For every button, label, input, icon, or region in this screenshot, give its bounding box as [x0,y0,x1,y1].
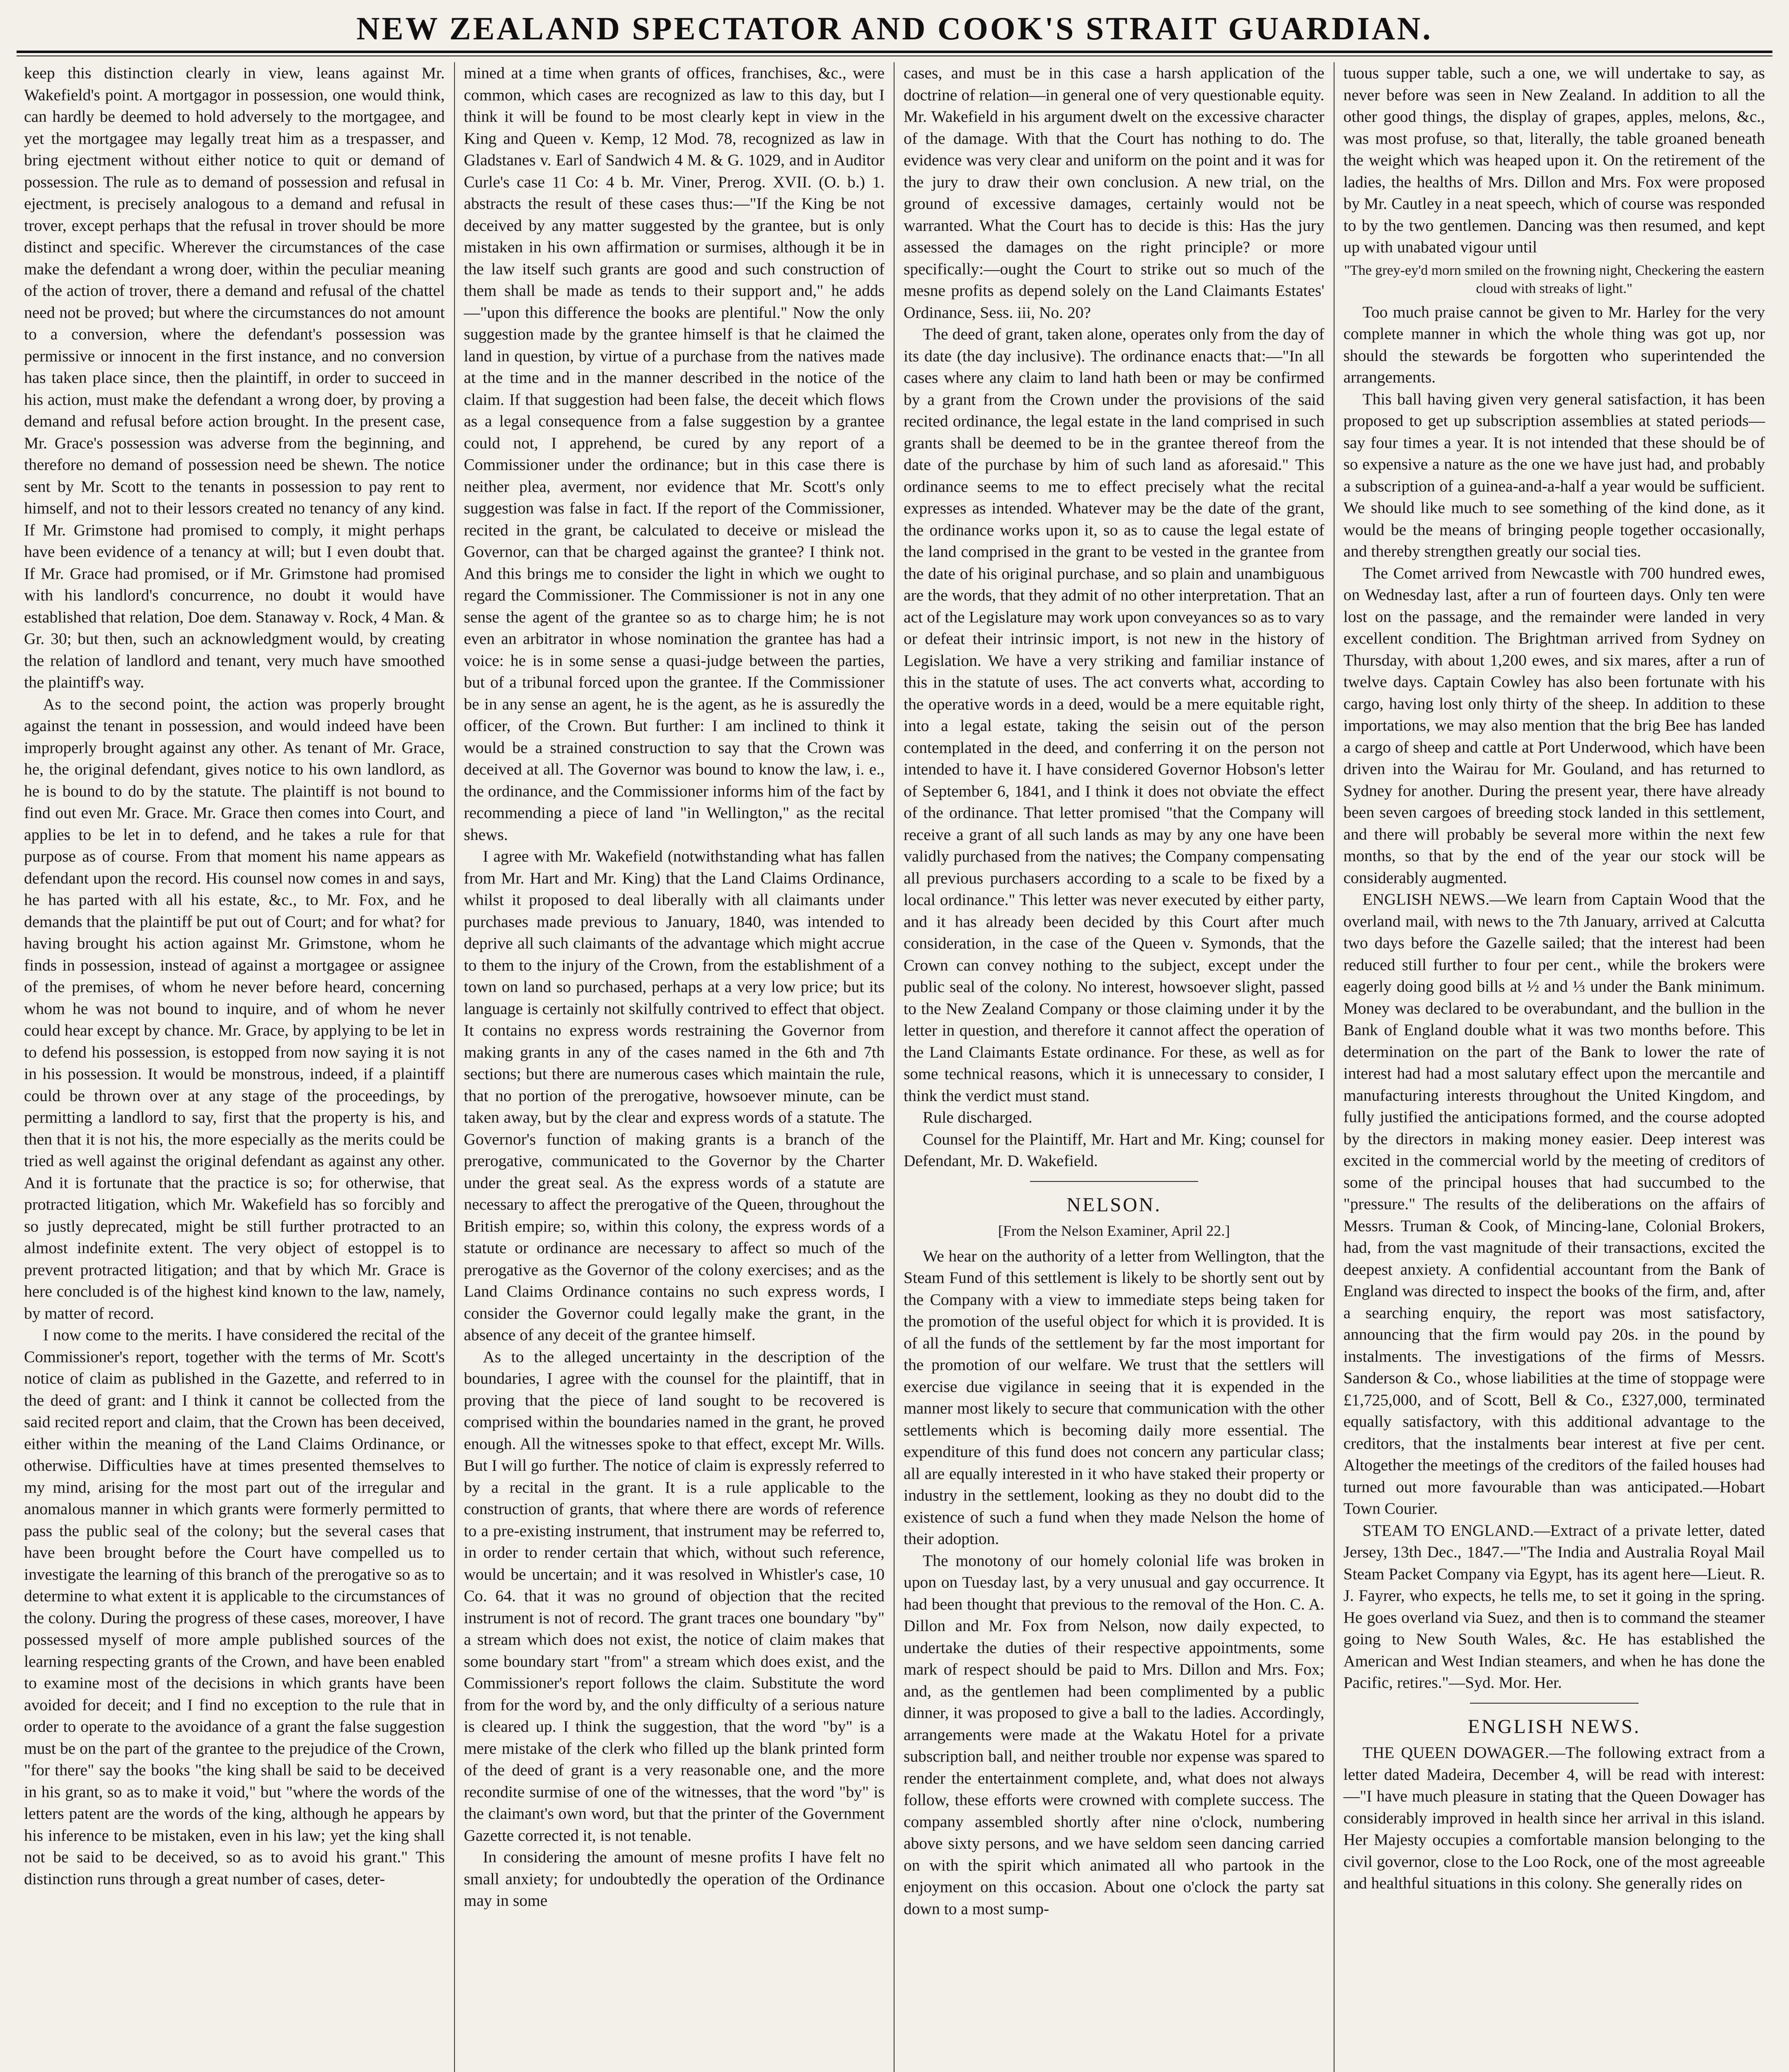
paragraph: We hear on the authority of a letter from Wellington, that the Steam Fund of this settlement is likely to be shortly sent out by the Company with a view to immediate steps being taken for the promotion of the useful object for which it is provided. It is of all the funds of the settlement by far the most important for the promotion of our welfare. We trust that the settlers will exercise due vigilance in seeing that it is expended in the manner most likely to secure that communication with the other settlements which is becoming daily more essential. The expenditure of this fund does not concern any particular class; all are equally interested in it who have staked their property or industry in the settlement, looking as they no doubt did to the existence of such a fund when they made Nelson the home of their adoption. [904,1247,1325,1548]
paragraph: I agree with Mr. Wakefield (notwithstanding what has fallen from Mr. Hart and Mr. King) that the Land Claims Ordinance, whilst it proposed to deal liberally with all claimants under purchases made previous to January, 1840, was intended to deprive all such claimants of the advantage which might accrue to them to the injury of the Crown, from the establishment of a town on land so purchased, perhaps at a very low price; but its language is certainly not skilfully contrived to effect that object. It contains no express words restraining the Governor from making grants in any of the cases named in the 6th and 7th sections; but there are numerous cases which maintain the rule, that no portion of the prerogative, howsoever minute, can be taken away, but by the clear and express words of a statute. The Governor's function of making grants is a branch of the prerogative, communicated to the Governor by the Charter under the great seal. As the express words of a statute are necessary to affect the prerogative of the Queen, throughout the British empire; so, within this colony, the express words of a statute or ordinance are necessary to affect so much of the prerogative as the Governor of the colony exercises; and as the Land Claims Ordinance contains no such express words, I consider the Governor could legally make the grant, in the absence of any deceit of the grantee himself. [464,847,885,1344]
paragraph: mined at a time when grants of offices, franchises, &c., were common, which cases are recognized as law to this day, but I think it will be found to be most clearly kept in view in the King and Queen v. Kemp, 12 Mod. 78, recognized as law in Gladstanes v. Earl of Sandwich 4 M. & G. 1029, and in Auditor Curle's case 11 Co: 4 b. Mr. Viner, Prerog. XVII. (O. b.) 1. abstracts the result of these cases thus:—"If the King be not deceived by any matter suggested by the grantee, but is only mistaken in his own affirmation or surmises, although it be in the law itself such grants are good and such construction of them shall be made as tends to their support and," he adds—"upon this difference the books are plentiful." Now the only suggestion made by the grantee himself is that he claimed the land in question, by virtue of a purchase from the natives made at the time and in the manner described in the notice of the claim. If that suggestion had been false, the deceit which flows as a legal consequence from a false suggestion by a grantee could not, I apprehend, be cured by any report of a Commissioner under the ordinance; but in this case there is neither plea, averment, nor evidence that Mr. Scott's only suggestion was false in fact. If the report of the Commissioner, recited in the grant, be calculated to deceive or mislead the Governor, can that be charged against the grantee? I think not. And this brings me to consider the light in which we ought to regard the Commissioner. The Commissioner is not in any one sense the agent of the grantee so as to charge him; he is not even an arbitrator in whose nomination the grantee has had a voice: he is in some sense a quasi-judge between the parties, but of a tribunal forced upon the grantee. If the Commissioner be in any sense an agent, he is the agent, as he is assuredly the officer, of the Crown. But further: I am inclined to think it would be a strained construction to say that the Crown was deceived at all. The Governor was bound to know the law, i. e., the ordinance, and the Commissioner informs him of the fact by recommending a piece of land "in Wellington," as the recital shews. [464,64,885,844]
paragraph: Too much praise cannot be given to Mr. Harley for the very complete manner in which the whole thing was got up, nor should the stewards be forgotten who superintended the arrangements. [1343,303,1765,386]
column-3 [894,62,1334,2072]
verse-quote: "The grey-ey'd morn smiled on the frowning night, Checkering the eastern cloud with streaks of light." [1344,262,1765,296]
paragraph: As to the alleged uncertainty in the description of the boundaries, I agree with the counsel for the plaintiff, that in proving that the piece of land sought to be recovered is comprised within the boundaries named in the grant, he proved enough. All the witnesses spoke to that effect, except Mr. Wills. But I will go further. The notice of claim is expressly referred to by a recital in the grant. It is a rule applicable to the construction of grants, that where there are words of reference to a pre-existing instrument, that instrument may be referred to, in order to render certain that which, without such reference, would be uncertain; and it was resolved in Whistler's case, 10 Co. 64. that it was no ground of objection that the recited instrument is not of record. The grant traces one boundary "by" a stream which does not exist, the notice of claim makes that some boundary start "from" a stream which does exist, and the Commissioner's report follows the claim. Substitute the word from for the word by, and the only difficulty of a serious nature is cleared up. I think the suggestion, that the word "by" is a mere mistake of the clerk who filled up the blank printed form of the deed of grant is a very reasonable one, and the more recondite surmise of one of the witnesses, that the word "by" is the claimant's own word, but that the printer of the Government Gazette corrected it, is not tenable. [464,1347,885,1844]
paragraph: The deed of grant, taken alone, operates only from the day of its date (the day inclusive). The ordinance enacts that:—"In all cases where any claim to land hath been or may be confirmed by a grant from the Crown under the provisions of the said recited ordinance, the legal estate in the land comprised in such grants shall be deemed to be in the grantee thereof from the date of the purchase by him of such land as aforesaid." This ordinance seems to me to effect precisely what the recital expresses as intended. Whatever may be the date of the grant, the ordinance works upon it, so as to cause the legal estate of the land comprised in the grant to be vested in the grantee from the date of his original purchase, and so plain and unambiguous are the words, that they admit of no other interpretation. That an act of the Legislature may work upon conveyances so as to vary or defeat their intrinsic import, is not new in the history of Legislation. We have a very striking and familiar instance of this in the statute of uses. The act converts what, according to the operative words in a deed, would be a mere equitable right, into a legal estate, taking the seisin out of the person contemplated in the deed, and conferring it on the person not intended to have it. I have considered Governor Hobson's letter of September 6, 1841, and I think it does not obviate the effect of the ordinance. That letter promised "that the Company will receive a grant of all such lands as may by any one have been validly purchased from the natives; the Company compensating all previous purchasers according to a scale to be fixed by a local ordinance." This letter was never executed by either party, and it has already been decided by this Court after much consideration, in the case of the Queen v. Symonds, that the Crown can convey nothing to the subject, except under the public seal of the colony. No interest, howsoever slight, passed to the New Zealand Company or those claiming under it by the letter in question, and therefore it cannot affect the operation of the Land Claimants Estate ordinance. For these, as well as for some technical reasons, which it is unnecessary to consider, I think the verdict must stand. [904,325,1325,1105]
paragraph: As to the second point, the action was properly brought against the tenant in possession, and would indeed have been improperly brought against any other. As tenant of Mr. Grace, he, the original defendant, gives notice to his own landlord, as he is bound to do by the statute. The plaintiff is not bound to find out even Mr. Grace. Mr. Grace then comes into Court, and applies to be let in to defend, and he takes a rule for that purpose as of course. From that moment his name appears as defendant upon the record. His counsel now comes in and says, he has parted with all his estate, &c., to Mr. Fox, and he demands that the plaintiff be put out of Court; and for what? for having brought his action against Mr. Grimstone, whom he finds in possession, instead of against a mortgagee or assignee of the premises, of whom he never before heard, concerning whom he was not bound to inquire, and of whom he never could hear except by chance. Mr. Grace, by applying to be let in to defend his possession, is estopped from now saying it is not in his possession. It would be monstrous, indeed, if a plaintiff could be thrown over at any stage of the proceedings, by permitting a landlord to say, first that the property is his, and then that it is not his, the more especially as the merits could be tried as well against the original defendant as against any other. And it is fortunate that the practice is so; for otherwise, that protracted litigation, which Mr. Wakefield has so forcibly and so justly deprecated, might be still further protracted to an almost indefinite extent. The very object of estoppel is to prevent protracted litigation; and that by which Mr. Grace is here concluded is of the highest kind known to the law, namely, by matter of record. [24,695,445,1322]
section-divider [1030,1181,1198,1182]
section-heading-nelson: NELSON. [1066,1193,1162,1216]
masthead [25,7,1764,50]
paragraph: keep this distinction clearly in view, leans against Mr. Wakefield's point. A mortgagor in possession, one would think, can hardly be deemed to hold adversely to the mortgagee, and yet the mortgagee may legally treat him as a trespasser, and bring ejectment without either notice to quit or demand of possession. The rule as to demand of possession and refusal in ejectment, is precisely analogous to a demand and refusal in trover, except perhaps that the refusal in trover should be more distinct and specific. Wherever the circumstances of the case make the defendant a wrong doer, within the peculiar meaning of the action of trover, there a demand and refusal of the chattel need not be proved; but where the circumstances do not amount to a conversion, where the defendant's possession was permissive or innocent in the first instance, and no conversion has taken place since, then the plaintiff, in order to succeed in his action, must make the defendant a wrong doer, by proving a demand and refusal before action brought. In the present case, Mr. Grace's possession was adverse from the beginning, and therefore no demand of possession need be shewn. The notice sent by Mr. Scott to the tenants in possession to pay rent to himself, and not to their lessors created no tenancy of any kind. If Mr. Grimstone had promised to comply, it might perhaps have been evidence of a tenancy at will; but I even doubt that. If Mr. Grace had promised, or if Mr. Grimstone had promised with his landlord's concurrence, no doubt it would have established that relation, Doe dem. Stanaway v. Rock, 4 Man. & Gr. 30; but then, such an acknowledgment would, by creating the relation of landlord and tenant, very much have smoothed the plaintiff's way. [24,64,445,691]
paragraph: ENGLISH NEWS.—We learn from Captain Wood that the overland mail, with news to the 7th January, arrived at Calcutta two days before the Gazelle sailed; that the interest had been reduced still further to four per cent., while the brokers were eagerly doing good bills at ½ and ⅓ under the Bank minimum. Money was declared to be overabundant, and the bullion in the Bank of England double what it was two months before. This determination on the part of the Bank to lower the rate of interest had had a most salutary effect upon the mercantile and manufacturing interests throughout the United Kingdom, and fully justified the anticipations formed, and the course adopted by the directors in making money easier. Deep interest was excited in the commercial world by the meeting of creditors of some of the principal houses that had succumbed to the "pressure." The results of the deliberations on the affairs of Messrs. Truman & Cook, of Mincing-lane, Colonial Brokers, had, from the vast magnitude of their transactions, excited the deepest anxiety. A confidential accountant from the Bank of England was directed to inspect the books of the firm, and, after a searching enquiry, the report was most satisfactory, announcing that the firm would pay 20s. in the pound by instalments. The investigations of the firms of Messrs. Sanderson & Co., whose liabilities at the time of stoppage were £1,725,000, and of Scott, Bell & Co., £327,000, terminated equally satisfactory, with this additional advantage to the creditors, that the instalments bear interest at five per cent. Altogether the meetings of the creditors of the failed houses had turned out more favourable than was anticipated.—Hobart Town Courier. [1343,890,1765,1518]
newspaper-title: NEW ZEALAND SPECTATOR AND COOK'S STRAIT GUARDIAN. [356,10,1433,46]
paragraph: This ball having given very general satisfaction, it has been proposed to get up subscription assemblies at stated periods—say four times a year. It is not intended that these should be of so expensive a nature as the one we have just had, and probably a subscription of a guinea-and-a-half a year would be sufficient. We should like much to see something of the kind done, as it would be the means of bringing people together occasionally, and thereby strengthen greatly our social ties. [1343,390,1765,560]
column-4 [1334,62,1774,2072]
paragraph: The Comet arrived from Newcastle with 700 hundred ewes, on Wednesday last, after a run of fourteen days. Only ten were lost on the passage, and the remainder were landed in very excellent condition. The Brightman arrived from Sydney on Thursday, with about 1,200 ewes, and six mares, after a run of twelve days. Captain Cowley has also been fortunate with his cargo, having lost only thirty of the sheep. In addition to these importations, we may also mention that the brig Bee has landed a cargo of sheep and cattle at Port Underwood, which have been driven into the Wairau for Mr. Gouland, and has returned to Sydney for another. During the present year, there have already been seven cargoes of breeding stock landed in this settlement, and there will probably be several more within the next few months, so that by the end of the year our stock will be considerably augmented. [1343,564,1765,887]
newspaper-columns [15,62,1774,2072]
paragraph: Counsel for the Plaintiff, Mr. Hart and Mr. King; counsel for Defendant, Mr. D. Wakefield. [904,1130,1325,1170]
source-line: [From the Nelson Examiner, April 22.] [998,1222,1230,1239]
paragraph: cases, and must be in this case a harsh application of the doctrine of relation—in general one of very questionable equity. Mr. Wakefield in his argument dwelt on the excessive character of the damage. With that the Court has nothing to do. The evidence was very clear and uniform on the point and it was for the jury to draw their own conclusion. A new trial, on the ground of excessive damages, certainly would not be warranted. What the Court has to decide is this: Has the jury assessed the damages on the right principle? or more specifically:—ought the Court to strike out so much of the mesne profits as depend solely on the Land Claimants Estates' Ordinance, Sess. iii, No. 20? [904,64,1325,322]
paragraph: tuous supper table, such a one, we will undertake to say, as never before was seen in New Zealand. In addition to all the other good things, the display of grapes, apples, melons, &c., was most profuse, so that, literally, the table groaned beneath the weight which was heaped upon it. On the retirement of the ladies, the healths of Mrs. Dillon and Mrs. Fox were proposed by Mr. Cautley in a neat speech, which of course was responded to by the two gentlemen. Dancing was then resumed, and kept up with unabated vigour until [1343,64,1765,256]
masthead-rule [17,51,1772,53]
paragraph: The monotony of our homely colonial life was broken in upon on Tuesday last, by a very unusual and gay occurrence. It had been thought that previous to the removal of the Hon. C. A. Dillon and Mr. Fox from Nelson, now daily expected, to undertake the duties of their respective appointments, some mark of respect should be paid to Mrs. Dillon and Mrs. Fox; and, as the gentlemen had been complimented by a public dinner, it was proposed to give a ball to the ladies. Accordingly, arrangements were made at the Wakatu Hotel for a private subscription ball, and neither trouble nor expense was spared to render the entertainment complete, and, what does not always follow, these efforts were crowned with complete success. The company assembled shortly after nine o'clock, numbering above sixty persons, and we have seldom seen dancing carried on with the spirit which animated all who partook in the enjoyment on this occasion. About one o'clock the party sat down to a most sump- [904,1551,1325,1918]
column-1 [15,62,455,2072]
section-divider [1470,1703,1639,1704]
column-2 [455,62,895,2072]
paragraph: I now come to the merits. I have considered the recital of the Commissioner's report, together with the terms of Mr. Scott's notice of claim as published in the Gazette, and referred to in the deed of grant: and I think it cannot be collected from the said recited report and claim, that the Crown has been deceived, either within the meaning of the Land Claims Ordinance, or otherwise. Difficulties have at times presented themselves to my mind, arising for the most part out of the irregular and anomalous manner in which grants were formerly permitted to pass the public seal of the colony; but the several cases that have been brought before the Court have compelled us to investigate the learning of this branch of the prerogative so as to determine to what extent it is applicable to the circumstances of the colony. During the progress of these cases, moreover, I have possessed myself of more ample published sources of the learning respecting grants of the Crown, and have been enabled to examine most of the decisions in which grants have been avoided for deceit; and I find no exception to the rule that in order to operate to the avoidance of a grant the false suggestion must be on the part of the grantee to the prejudice of the Crown, "for there" say the books "the king shall be said to be deceived in his grant, so as to make it void," but "where the words of the letters patent are the words of the king, although he appears by his inference to be mistaken, even in his law; yet the king shall not be said to be deceived, so as to avoid his grant." This distinction runs through a great number of cases, deter- [24,1326,445,1888]
paragraph: In considering the amount of mesne profits I have felt no small anxiety; for undoubtedly the operation of the Ordinance may in some [464,1848,885,1910]
section-heading-english-news: ENGLISH NEWS. [1467,1715,1641,1738]
paragraph: THE QUEEN DOWAGER.—The following extract from a letter dated Madeira, December 4, will be read with interest:—"I have much pleasure in stating that the Queen Dowager has considerably improved in health since her arrival in this island. Her Majesty occupies a comfortable mansion belonging to the civil governor, close to the Loo Rock, one of the most agreeable and healthful situations in this colony. She generally rides on [1343,1743,1765,1892]
paragraph: Rule discharged. [923,1108,1032,1126]
paragraph: STEAM TO ENGLAND.—Extract of a private letter, dated Jersey, 13th Dec., 1847.—"The India and Australia Royal Mail Steam Packet Company via Egypt, has its agent here—Lieut. R. J. Fayrer, who expects, he tells me, to set it going in the spring. He goes overland via Suez, and then is to command the steamer going to New South Wales, &c. He has established the American and West Indian steamers, and when he has done the Pacific, retires."—Syd. Mor. Her. [1343,1521,1765,1692]
